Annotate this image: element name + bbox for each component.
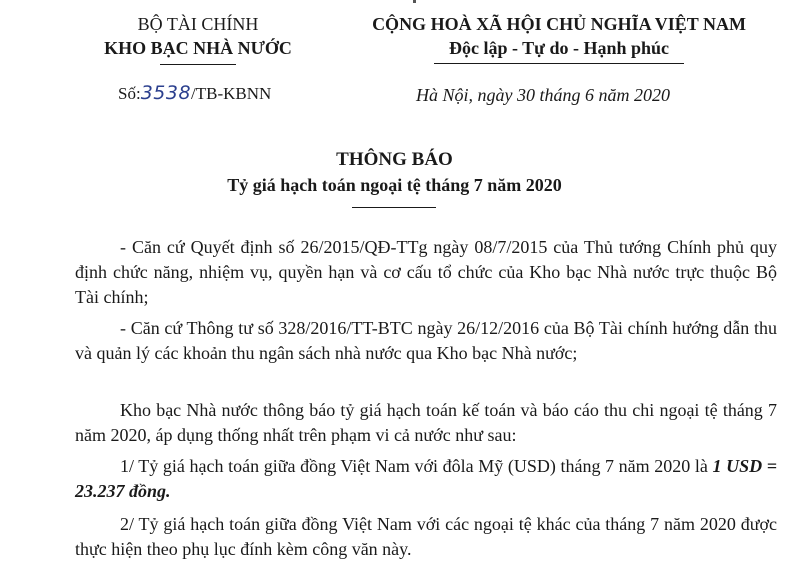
org-name: KHO BẠC NHÀ NƯỚC bbox=[104, 38, 292, 58]
paragraph-usd-rate bbox=[75, 454, 777, 504]
org-parent: BỘ TÀI CHÍNH bbox=[137, 14, 259, 34]
national-motto: Độc lập - Tự do - Hạnh phúc bbox=[448, 38, 670, 58]
number-suffix: /TB-KBNN bbox=[191, 84, 272, 103]
scan-mark bbox=[413, 0, 416, 3]
paragraph-text: Kho bạc Nhà nước thông báo tỷ giá hạch toán kế toán và báo cáo thu chi ngoại tệ tháng 7 năm 2020, áp dụng thống nhất trên phạm vi cả nước như sau: bbox=[75, 400, 777, 445]
paragraph-legal-basis-1 bbox=[75, 235, 777, 310]
number-value: 3538 bbox=[140, 82, 192, 104]
motto-underline bbox=[434, 63, 684, 64]
usd-rate-value: 1 USD = 23.237 đồng. bbox=[75, 456, 777, 501]
document-number bbox=[118, 82, 271, 104]
place-date: Hà Nội, ngày 30 tháng 6 năm 2020 bbox=[416, 85, 670, 105]
country-name: CỘNG HOÀ XÃ HỘI CHỦ NGHĨA VIỆT NAM bbox=[372, 14, 746, 34]
paragraph-text: - Căn cứ Thông tư số 328/2016/TT-BTC ngày 26/12/2016 của Bộ Tài chính hướng dẫn thu và quản lý các khoản thu ngân sách nhà nước qua Kho bạc Nhà nước; bbox=[75, 318, 777, 363]
paragraph-text: 1/ Tỷ giá hạch toán giữa đồng Việt Nam với đôla Mỹ (USD) tháng 7 năm 2020 là bbox=[120, 456, 713, 476]
paragraph-announcement bbox=[75, 398, 777, 448]
document-subtitle: Tỷ giá hạch toán ngoại tệ tháng 7 năm 2020 bbox=[227, 175, 562, 195]
paragraph-legal-basis-2 bbox=[75, 316, 777, 366]
paragraph-text: 2/ Tỷ giá hạch toán giữa đồng Việt Nam với các ngoại tệ khác của tháng 7 năm 2020 được thực hiện theo phụ lục đính kèm công văn này. bbox=[75, 514, 777, 559]
number-prefix: Số: bbox=[118, 84, 141, 103]
paragraph-text: - Căn cứ Quyết định số 26/2015/QĐ-TTg ngày 08/7/2015 của Thủ tướng Chính phủ quy định chức năng, nhiệm vụ, quyền hạn và cơ cấu tổ chức của Kho bạc Nhà nước trực thuộc Bộ Tài chính; bbox=[75, 237, 777, 307]
paragraph-other-currencies bbox=[75, 512, 777, 562]
document-title: THÔNG BÁO bbox=[336, 149, 453, 170]
org-underline bbox=[160, 64, 236, 65]
title-underline bbox=[352, 207, 436, 208]
